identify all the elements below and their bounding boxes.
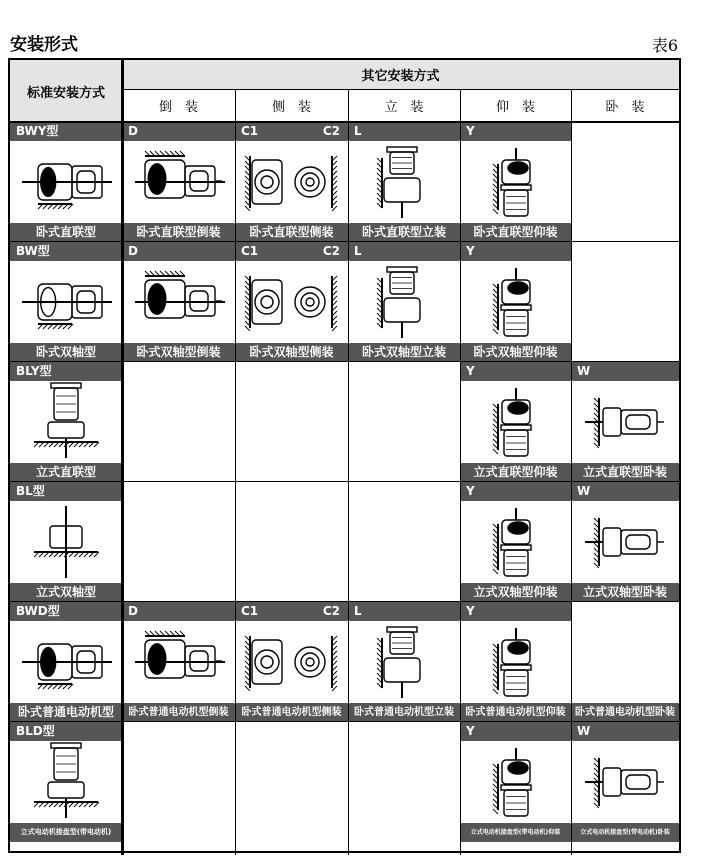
grid-line — [235, 89, 236, 855]
grid-line — [10, 721, 679, 722]
table-number: 表6 — [651, 36, 678, 55]
standard-mounting-icon — [16, 142, 116, 222]
mounting-caption: 卧式直联型倒装 — [122, 223, 235, 242]
mounting-code-bar — [235, 122, 348, 141]
horizontal-direct-side-icon — [242, 142, 342, 222]
vertical-direct-upward-icon — [466, 382, 566, 462]
mounting-code-bar — [348, 242, 460, 261]
mounting-code: D — [128, 604, 138, 618]
mounting-code-bar — [235, 242, 348, 261]
grid-line — [348, 89, 349, 855]
mounting-caption: 卧式普通电动机型立装 — [348, 703, 460, 722]
mounting-drawing — [122, 141, 235, 223]
standard-mounting-icon — [16, 382, 116, 462]
standard-mounting-drawing — [10, 741, 122, 823]
mounting-drawing — [122, 261, 235, 343]
mounting-drawing — [348, 141, 460, 223]
mounting-caption: 卧式双轴型侧装 — [235, 343, 348, 362]
standard-mounting-icon — [16, 502, 116, 582]
mounting-code: W — [577, 484, 591, 498]
mounting-caption: 卧式普通电动机型倒装 — [122, 703, 235, 722]
mounting-caption: 卧式直联型立装 — [348, 223, 460, 242]
horizontal-double-side-icon — [242, 262, 342, 342]
mounting-code: Y — [466, 124, 475, 138]
grid-line — [460, 89, 461, 855]
vertical-direct-horizontal-icon — [575, 382, 675, 462]
column-header: 卧 装 — [571, 89, 679, 122]
page-title: 安装形式 — [10, 35, 78, 55]
mounting-code-bar — [460, 362, 571, 381]
grid-line — [10, 121, 679, 123]
mounting-caption: 卧式双轴型仰装 — [460, 343, 571, 362]
mounting-drawing — [571, 741, 679, 823]
standard-mounting-caption: 卧式普通电动机型 — [10, 703, 122, 722]
mounting-code-bar — [348, 602, 460, 621]
standard-mounting-icon — [16, 742, 116, 822]
mounting-drawing — [460, 741, 571, 823]
mounting-code-bar — [235, 602, 348, 621]
mounting-drawing — [460, 381, 571, 463]
mounting-code-bar — [460, 722, 571, 741]
column-header: 倒 装 — [122, 89, 235, 122]
horizontal-motor-upward-icon — [466, 622, 566, 702]
mounting-caption: 立式直联型仰装 — [460, 463, 571, 482]
mounting-type-label: BLY型 — [10, 362, 122, 381]
mounting-code: C1 — [241, 604, 259, 618]
mounting-code: D — [128, 124, 138, 138]
mounting-code-bar — [460, 482, 571, 501]
mounting-type-label: BWY型 — [10, 122, 122, 141]
grid-line — [571, 89, 572, 855]
mounting-drawing — [122, 621, 235, 703]
horizontal-direct-vertical-icon — [354, 142, 454, 222]
column-header: 侧 装 — [235, 89, 348, 122]
mounting-code: L — [354, 604, 362, 618]
other-mounting-header: 其它安装方式 — [122, 60, 679, 89]
mounting-type-label: BLD型 — [10, 722, 122, 741]
mounting-type-label: BWD型 — [10, 602, 122, 621]
vertical-flange-motor-upward-icon — [466, 742, 566, 822]
mounting-code-bar — [122, 242, 235, 261]
horizontal-motor-vertical-icon — [354, 622, 454, 702]
mounting-code-bar — [348, 122, 460, 141]
mounting-drawing — [460, 141, 571, 223]
standard-mounting-drawing — [10, 381, 122, 463]
standard-mounting-icon — [16, 622, 116, 702]
mounting-caption: 立式直联型卧装 — [571, 463, 679, 482]
mounting-code: Y — [466, 604, 475, 618]
mounting-code: W — [577, 364, 591, 378]
mounting-caption: 立式双轴型仰装 — [460, 583, 571, 602]
mounting-code-bar — [460, 122, 571, 141]
mounting-code-alt: C2 — [322, 124, 340, 138]
grid-line — [10, 361, 679, 362]
mounting-caption: 卧式直联型仰装 — [460, 223, 571, 242]
mounting-code: D — [128, 244, 138, 258]
mounting-caption: 卧式双轴型倒装 — [122, 343, 235, 362]
standard-mounting-caption: 立式双轴型 — [10, 583, 122, 602]
grid-line — [10, 481, 679, 482]
mounting-code: Y — [466, 724, 475, 738]
mounting-drawing — [235, 621, 348, 703]
standard-mounting-caption: 立式电动机接盘型(带电动机) — [10, 823, 122, 842]
mounting-code: C1 — [241, 244, 259, 258]
grid-line — [122, 89, 679, 90]
mounting-code-alt: C2 — [322, 244, 340, 258]
standard-mounting-drawing — [10, 261, 122, 343]
horizontal-direct-upward-icon — [466, 142, 566, 222]
mounting-code-bar — [571, 362, 679, 381]
horizontal-direct-inverted-icon — [129, 142, 229, 222]
standard-mounting-drawing — [10, 621, 122, 703]
vertical-double-upward-icon — [466, 502, 566, 582]
mounting-type-label: BW型 — [10, 242, 122, 261]
grid-line — [10, 601, 679, 602]
standard-mounting-caption: 卧式双轴型 — [10, 343, 122, 362]
grid-line — [121, 60, 124, 855]
horizontal-double-inverted-icon — [129, 262, 229, 342]
standard-mounting-caption: 卧式直联型 — [10, 223, 122, 242]
mounting-caption: 卧式普通电动机型卧装 — [571, 703, 679, 722]
mounting-code-bar — [571, 722, 679, 741]
mounting-code-bar — [460, 602, 571, 621]
mounting-drawing — [571, 501, 679, 583]
mounting-caption: 立式电动机接盘型(带电动机)仰装 — [460, 823, 571, 842]
mounting-caption: 卧式双轴型立装 — [348, 343, 460, 362]
mounting-code: Y — [466, 364, 475, 378]
vertical-flange-motor-horizontal-icon — [575, 742, 675, 822]
standard-mounting-drawing — [10, 501, 122, 583]
horizontal-double-upward-icon — [466, 262, 566, 342]
standard-mounting-caption: 立式直联型 — [10, 463, 122, 482]
mounting-drawing — [460, 501, 571, 583]
mounting-drawing — [460, 261, 571, 343]
horizontal-motor-inverted-icon — [129, 622, 229, 702]
mounting-caption: 卧式普通电动机型侧装 — [235, 703, 348, 722]
grid-line — [10, 241, 679, 242]
mounting-drawing — [235, 261, 348, 343]
installation-table — [8, 58, 681, 853]
standard-mounting-header: 标准安装方式 — [10, 60, 122, 122]
mounting-type-label: BL型 — [10, 482, 122, 501]
mounting-drawing — [571, 381, 679, 463]
mounting-code: Y — [466, 484, 475, 498]
mounting-code-bar — [460, 242, 571, 261]
mounting-drawing — [460, 621, 571, 703]
mounting-code: W — [577, 724, 591, 738]
column-header: 仰 装 — [460, 89, 571, 122]
standard-mounting-drawing — [10, 141, 122, 223]
mounting-caption: 立式双轴型卧装 — [571, 583, 679, 602]
mounting-code-alt: C2 — [322, 604, 340, 618]
mounting-code: C1 — [241, 124, 259, 138]
mounting-caption: 卧式普通电动机型仰装 — [460, 703, 571, 722]
mounting-code: L — [354, 244, 362, 258]
mounting-drawing — [348, 621, 460, 703]
mounting-caption: 立式电动机接盘型(带电动机)卧装 — [571, 823, 679, 842]
mounting-caption: 卧式直联型侧装 — [235, 223, 348, 242]
mounting-drawing — [235, 141, 348, 223]
vertical-double-horizontal-icon — [575, 502, 675, 582]
mounting-code: Y — [466, 244, 475, 258]
mounting-code-bar — [571, 482, 679, 501]
mounting-code-bar — [122, 122, 235, 141]
mounting-code: L — [354, 124, 362, 138]
mounting-code-bar — [122, 602, 235, 621]
horizontal-motor-side-icon — [242, 622, 342, 702]
mounting-drawing — [348, 261, 460, 343]
column-header: 立 装 — [348, 89, 460, 122]
standard-mounting-icon — [16, 262, 116, 342]
horizontal-double-vertical-icon — [354, 262, 454, 342]
